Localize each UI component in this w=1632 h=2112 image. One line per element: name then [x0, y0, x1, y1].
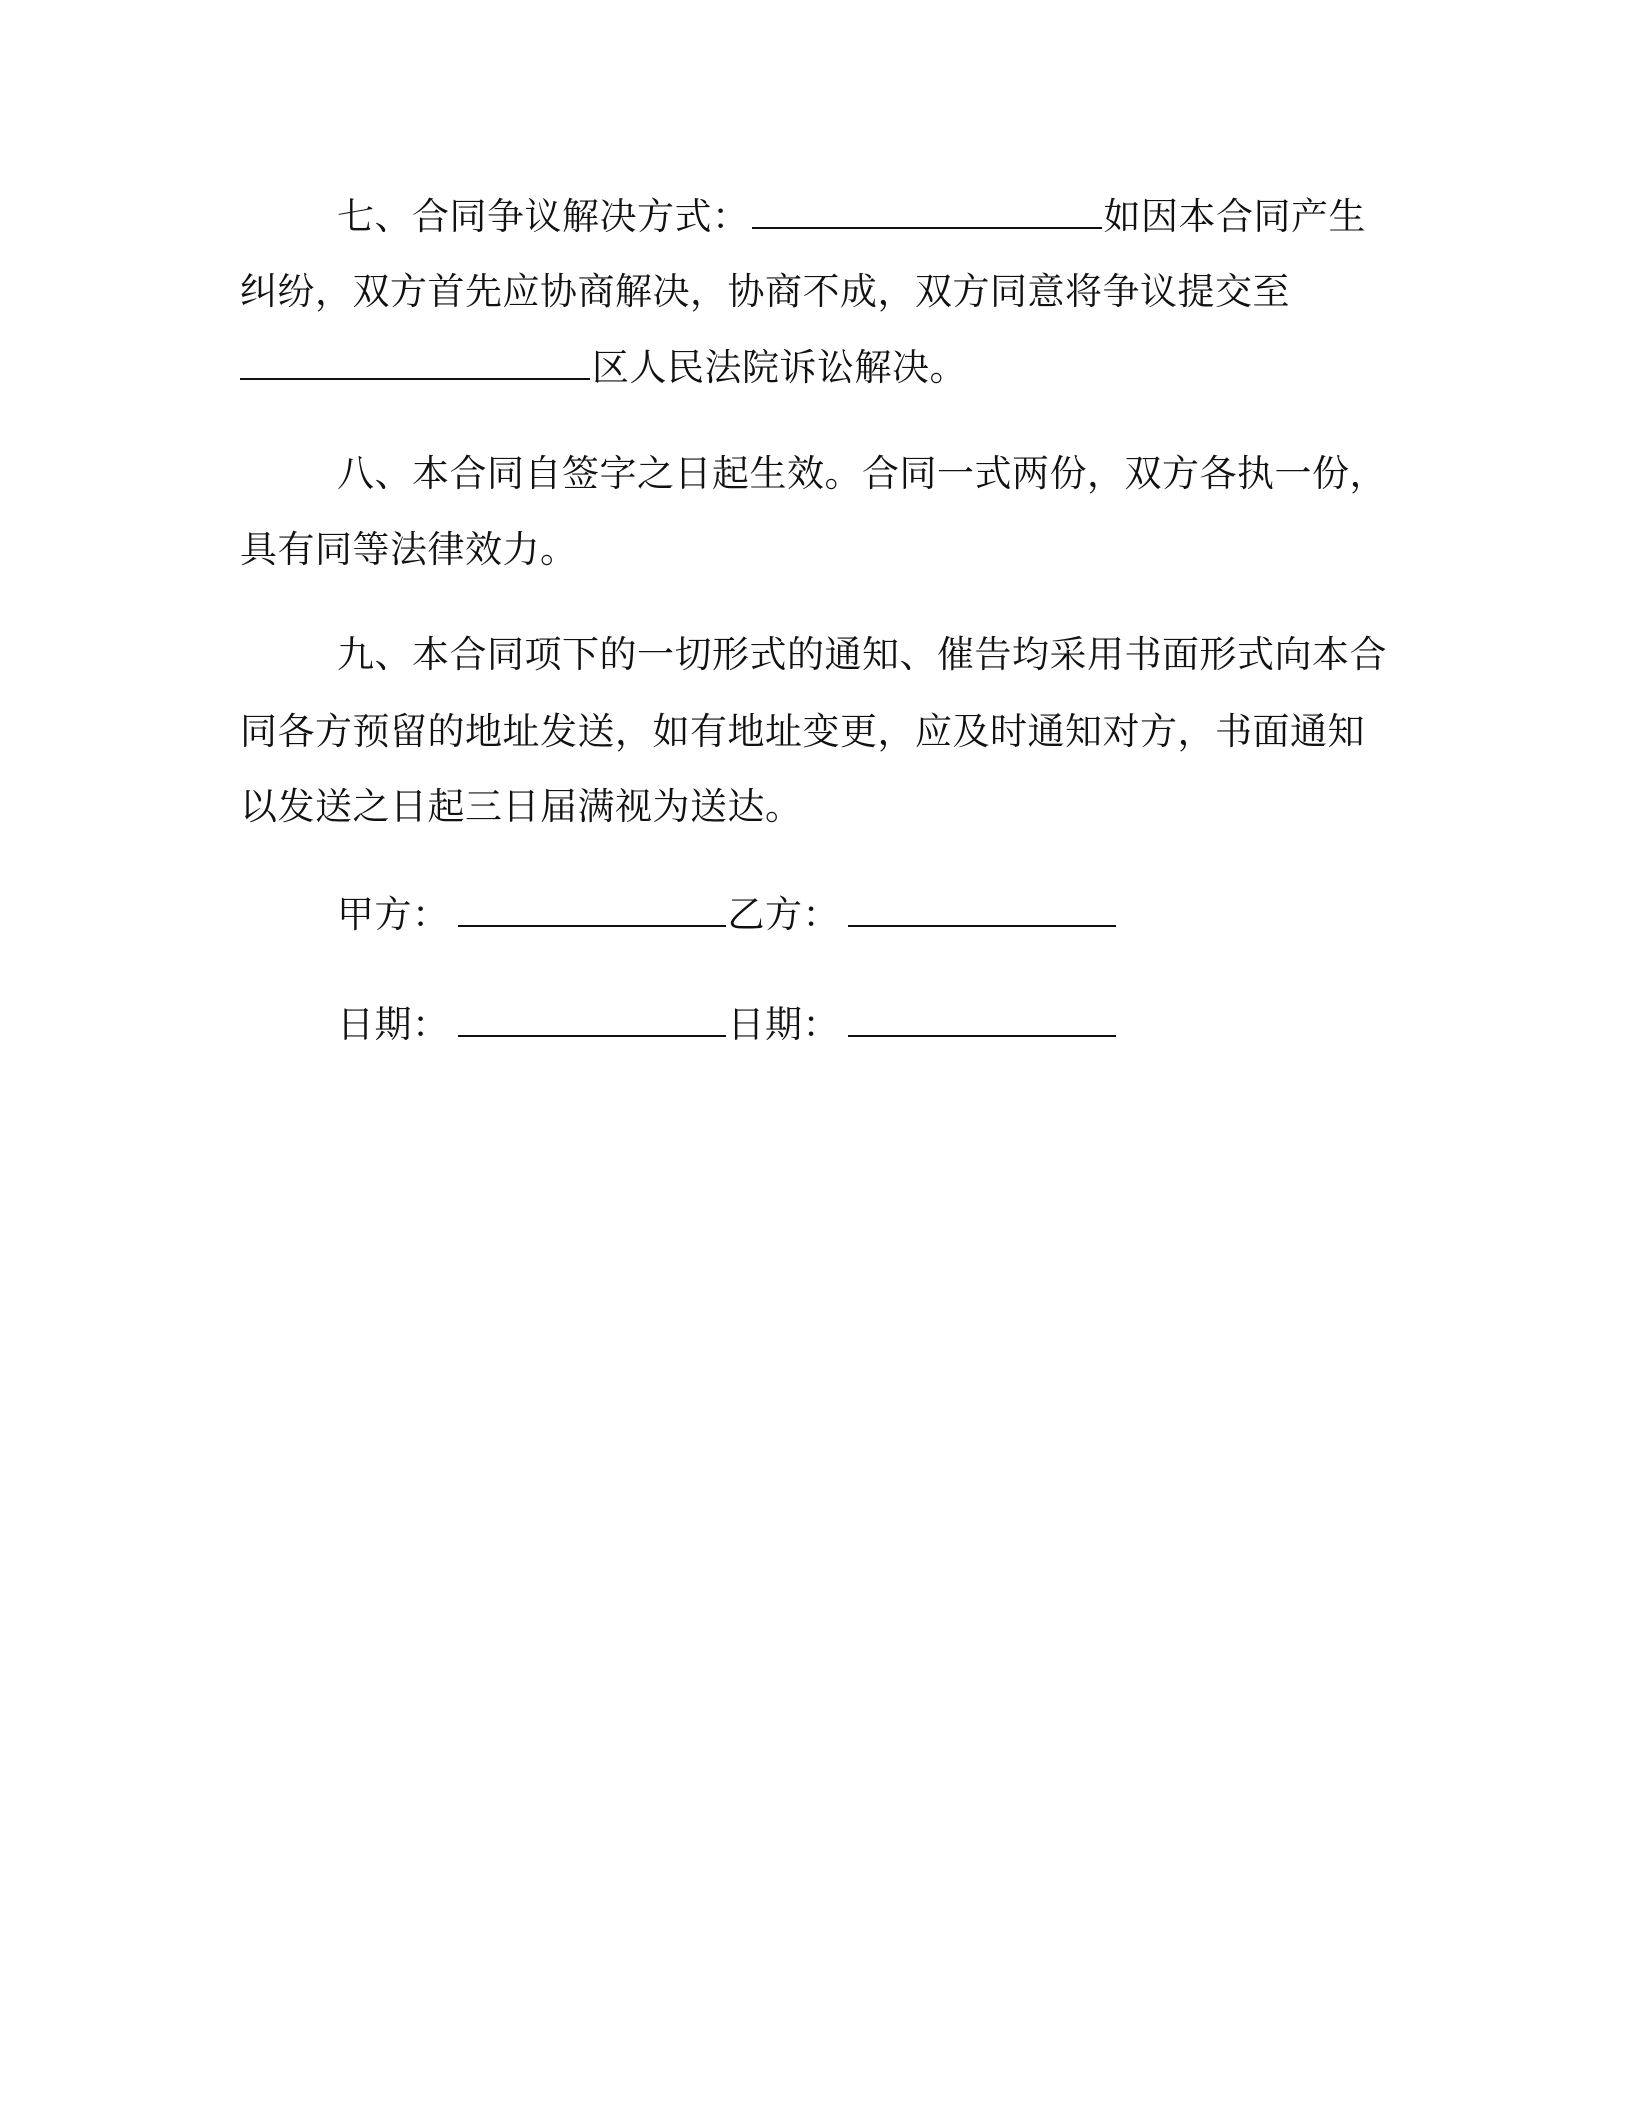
court-district-blank[interactable]	[240, 342, 590, 380]
party-b-signature-blank[interactable]	[848, 889, 1116, 927]
clause-7-line-2: 纠纷，双方首先应协商解决，协商不成，双方同意将争议提交至	[240, 270, 1290, 313]
clause-7-heading-text: 七、合同争议解决方式：	[337, 195, 750, 238]
clause-9-line-1: 九、本合同项下的一切形式的通知、催告均采用书面形式向本合	[337, 633, 1387, 676]
signature-row-dates	[337, 995, 1118, 1055]
clause-7-line-3-suffix: 区人民法院诉讼解决。	[592, 346, 967, 389]
clause-9-line-2: 同各方预留的地址发送，如有地址变更，应及时通知对方，书面通知	[240, 710, 1365, 753]
clause-8-line-1: 八、本合同自签字之日起生效。合同一式两份，双方各执一份，	[337, 452, 1387, 495]
date-b-label: 日期：	[727, 1003, 840, 1046]
date-a-label: 日期：	[337, 1003, 450, 1046]
date-b-blank[interactable]	[848, 999, 1116, 1037]
party-a-signature-blank[interactable]	[458, 889, 726, 927]
clause-9-line-3: 以发送之日起三日届满视为送达。	[240, 785, 803, 828]
party-b-label: 乙方：	[727, 893, 840, 936]
party-a-label: 甲方：	[337, 893, 450, 936]
date-a-blank[interactable]	[458, 999, 726, 1037]
clause-7-line-1-suffix: 如因本合同产生	[1103, 195, 1366, 238]
dispute-method-blank[interactable]	[752, 191, 1102, 229]
clause-7-line-1	[337, 187, 1366, 247]
clause-7-line-3	[240, 338, 967, 398]
signature-row-parties	[337, 885, 1118, 945]
clause-8-line-2: 具有同等法律效力。	[240, 528, 578, 571]
